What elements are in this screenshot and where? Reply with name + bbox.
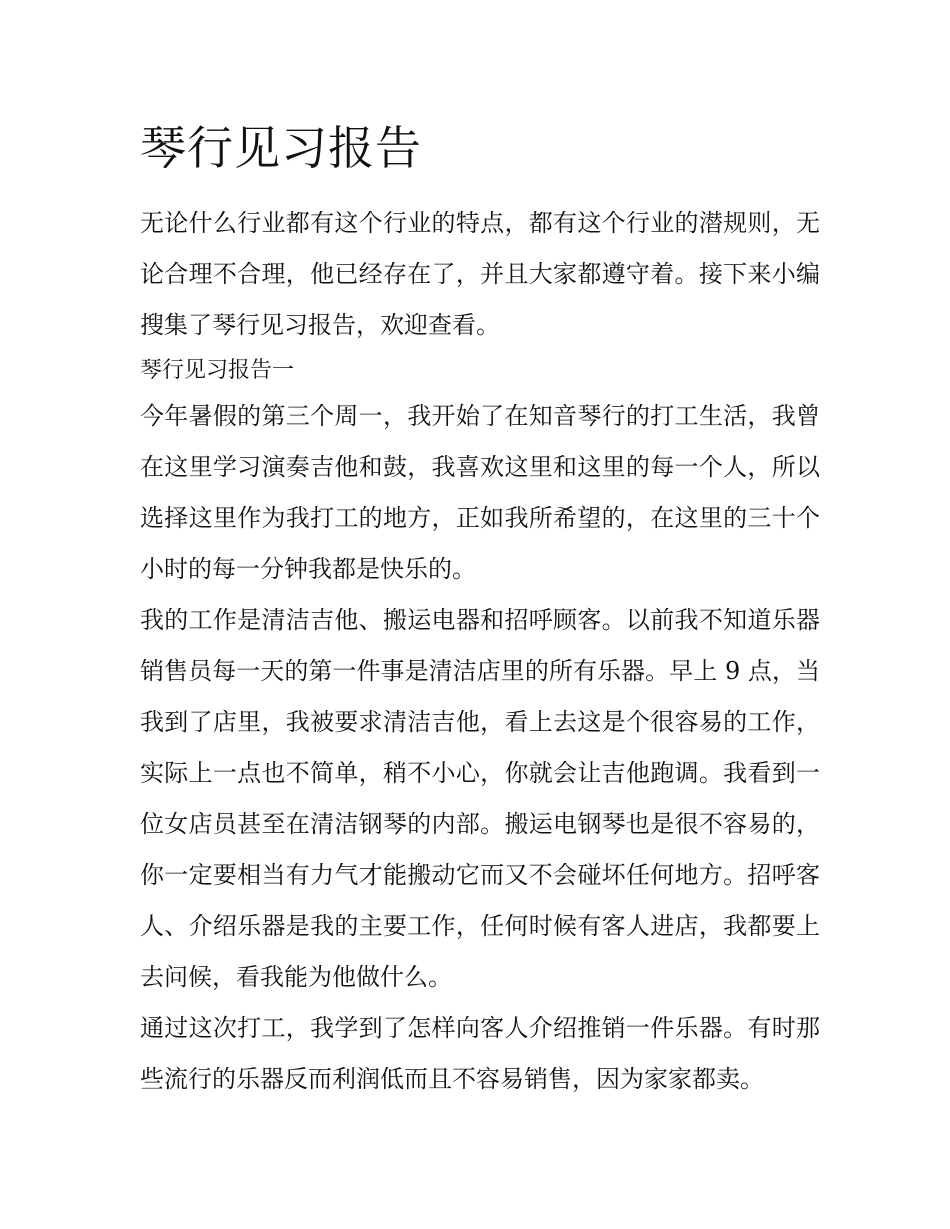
body-paragraph-1: 今年暑假的第三个周一，我开始了在知音琴行的打工生活，我曾在这里学习演奏吉他和鼓，我喜欢这里和这里的每一个人，所以选择这里作为我打工的地方，正如我所希望的，在这里的三十个小时的每一分钟我都是快乐的。 [140, 402, 820, 583]
document-page [140, 112, 820, 1105]
body-paragraph-2: 我的工作是清洁吉他、搬运电器和招呼顾客。以前我不知道乐器销售员每一天的第一件事是清洁店里的所有乐器。早上 9 点，当我到了店里，我被要求清洁吉他，看上去这是个很容易的工作，实际上一点也不简单，稍不小心，你就会让吉他跑调。我看到一位女店员甚至在清洁钢琴的内部。搬运电钢琴也是很不容易的，你一定要相当有力气才能搬动它而又不会碰坏任何地方。招呼客人、介绍乐器是我的主要工作，任何时候有客人进店，我都要上去问候，看我能为他做什么。 [140, 606, 820, 991]
section-heading: 琴行见习报告一 [140, 358, 295, 383]
intro-paragraph: 无论什么行业都有这个行业的特点，都有这个行业的潜规则，无论合理不合理，他已经存在了，并且大家都遵守着。接下来小编搜集了琴行见习报告，欢迎查看。 [140, 209, 820, 339]
document-title: 琴行见习报告 [140, 121, 422, 175]
body-paragraph-3: 通过这次打工，我学到了怎样向客人介绍推销一件乐器。有时那些流行的乐器反而利润低而且不容易销售，因为家家都卖。 [140, 1014, 820, 1093]
